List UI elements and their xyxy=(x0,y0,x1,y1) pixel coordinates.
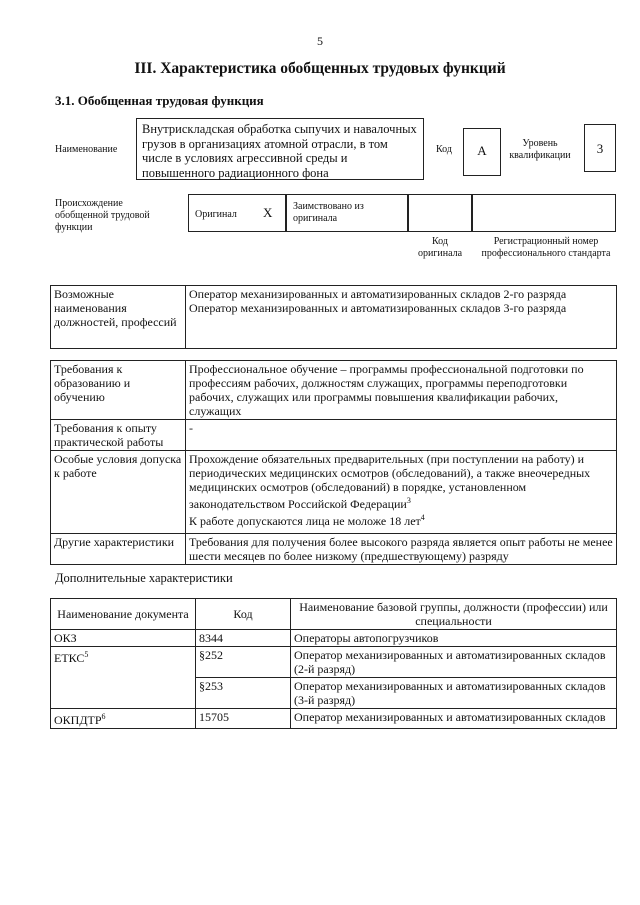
name-cell: Оператор механизированных и автоматизированных складов (2-й разряд) xyxy=(291,647,617,678)
requirements-table xyxy=(50,360,617,565)
doc-name: ОКПДТР xyxy=(54,713,102,727)
name-cell: Оператор механизированных и автоматизированных складов (3-й разряд) xyxy=(291,678,617,709)
positions-values xyxy=(186,286,617,349)
req-text: К работе допускаются лица не моложе 18 лет xyxy=(189,514,421,528)
code-value: А xyxy=(463,128,501,176)
position-line: Оператор механизированных и автоматизированных складов 3-го разряда xyxy=(189,301,567,315)
origin-reg-cell xyxy=(472,194,616,232)
code-cell: §252 xyxy=(196,647,291,678)
code-cell: 8344 xyxy=(196,630,291,647)
doc-cell xyxy=(51,709,196,729)
origin-code-cell xyxy=(408,194,472,232)
positions-table xyxy=(50,285,617,349)
doc-name: ЕТКС xyxy=(54,651,85,665)
req-label: Другие характеристики xyxy=(51,534,186,565)
code-cell: §253 xyxy=(196,678,291,709)
footnote-mark: 5 xyxy=(84,650,89,659)
table-row xyxy=(51,647,617,678)
req-text: Прохождение обязательных предварительных (при поступлении на работу) и периодических медицинских осмотров (обследований), а также внеочередных медицинских осмотров (обследований) в порядке, установленном законодательством Российской Федерации xyxy=(189,452,591,511)
req-label: Требования к образованию и обучению xyxy=(51,361,186,420)
section-title: III. Характеристика обобщенных трудовых функций xyxy=(134,60,506,77)
col-header-name: Наименование базовой группы, должности (профессии) или специальности xyxy=(291,599,617,630)
name-cell: Оператор механизированных и автоматизированных складов xyxy=(291,709,617,729)
col-header-doc: Наименование документа xyxy=(51,599,196,630)
borrowed-cell xyxy=(286,194,408,232)
additional-table xyxy=(50,598,617,729)
req-label: Требования к опыту практической работы xyxy=(51,420,186,451)
doc-cell xyxy=(51,630,196,647)
original-cell xyxy=(188,194,286,232)
subsection-title: 3.1. Обобщенная трудовая функция xyxy=(55,93,264,108)
req-value xyxy=(186,451,617,534)
level-label: Уровень квалификации xyxy=(509,138,571,161)
doc-cell xyxy=(51,647,196,709)
code-cell: 15705 xyxy=(196,709,291,729)
table-row xyxy=(51,709,617,729)
footnote-mark: 4 xyxy=(420,513,425,522)
req-value: Требования для получения более высокого разряда является опыт работы не менее шести месяцев по более низкому (предшествующему) разряду xyxy=(186,534,617,565)
positions-label: Возможные наименования должностей, профессий xyxy=(51,286,186,349)
original-label: Оригинал xyxy=(195,209,237,220)
original-mark: X xyxy=(263,205,273,220)
name-cell: Операторы автопогрузчиков xyxy=(291,630,617,647)
level-value: 3 xyxy=(584,124,616,172)
footnote-mark: 6 xyxy=(101,712,106,721)
col-header-code: Код xyxy=(196,599,291,630)
origin-label: Происхождение обобщенной трудовой функции xyxy=(55,198,150,233)
doc-name: ОКЗ xyxy=(54,631,77,645)
function-name: Внутрискладская обработка сыпучих и навалочных грузов в организациях атомной отрасли, в том числе в условиях агрессивной среды и повышенного радиационного фона xyxy=(136,118,424,180)
req-label: Особые условия допуска к работе xyxy=(51,451,186,534)
footnote-mark: 3 xyxy=(406,496,411,505)
position-line: Оператор механизированных и автоматизированных складов 2-го разряда xyxy=(189,287,567,301)
code-label: Код xyxy=(436,144,452,155)
table-row xyxy=(51,630,617,647)
req-value: - xyxy=(186,420,617,451)
borrowed-label: Заимствовано из оригинала xyxy=(293,201,364,224)
page-number: 5 xyxy=(317,34,323,48)
req-value: Профессиональное обучение – программы профессиональной подготовки по профессиям рабочих, должностям служащих, программы переподготовки рабочих, служащих или программы повышения квалификации рабочих, служащих xyxy=(186,361,617,420)
origin-reg-caption: Регистрационный номер профессионального стандарта xyxy=(481,236,611,259)
origin-code-caption: Код оригинала xyxy=(417,236,463,259)
additional-title: Дополнительные характеристики xyxy=(55,571,233,585)
name-label: Наименование xyxy=(55,144,118,155)
